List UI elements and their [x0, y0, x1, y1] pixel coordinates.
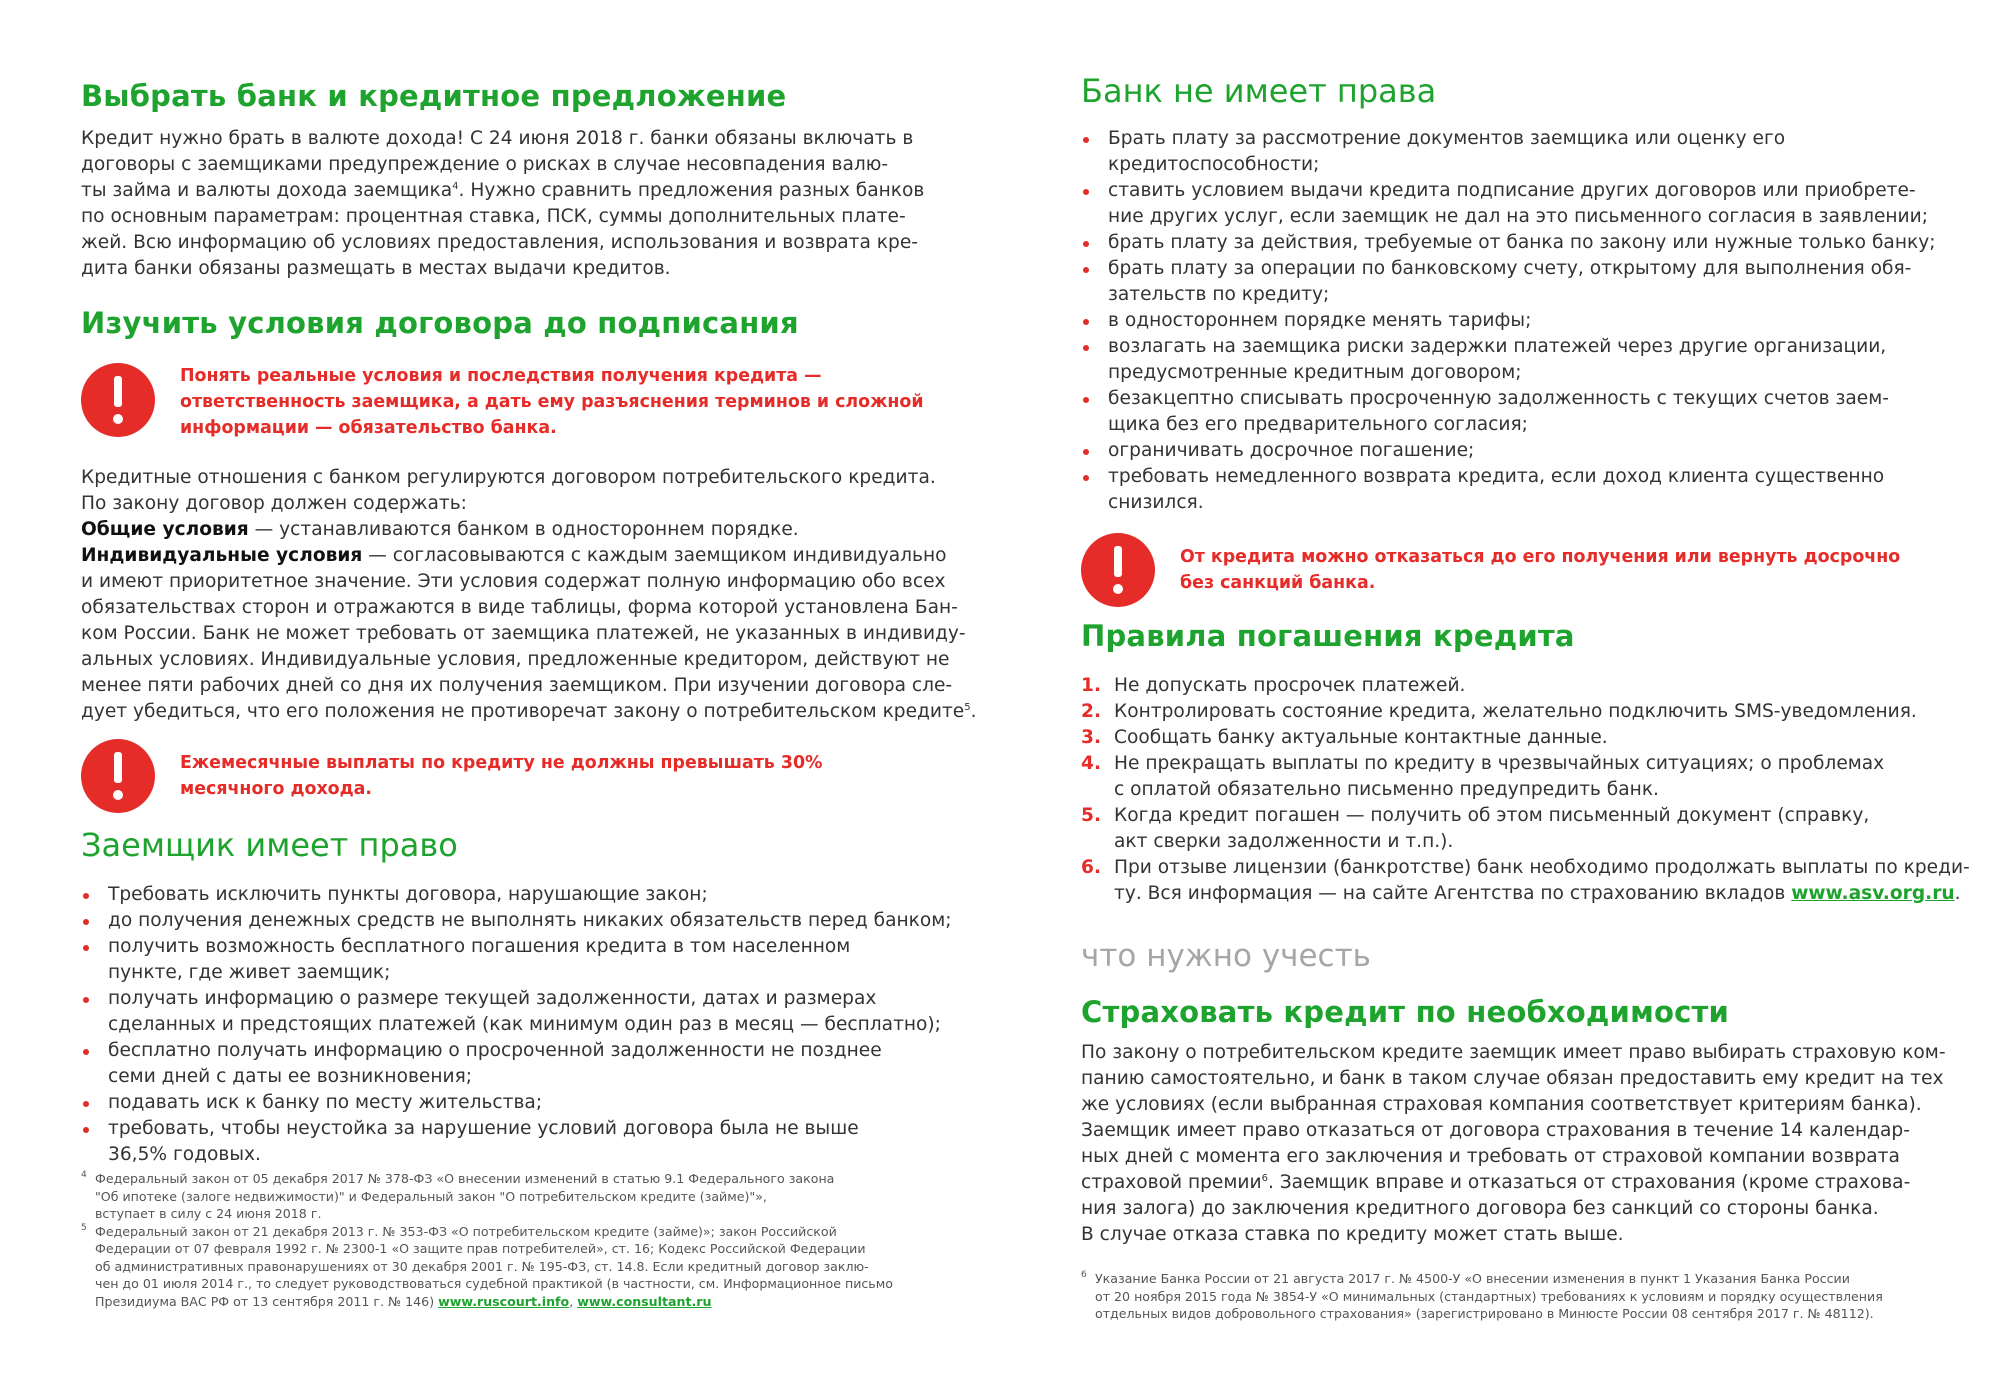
- insurance-paragraph: По закону о потребительском кредите заемщик имеет право выбирать страховую ком- панию самостоятельно, и банк в таком случае обязан предоставить ему кредит на тех же условиях (если выбранная страховая компания соответствует критериям банка). Заемщик имеет право отказаться от договора страхования в течение 14 календар- ных дней с момента его заключения и требовать от страховой компании возврата страховой премии$^6$. Заемщик вправе и отказаться от страхования (кроме страхова- ния залога) до заключения кредитного договора без санкций со стороны банка. В случае отказа ставка по кредиту может стать выше.: [1081, 1042, 1946, 1245]
- exclamation-circle-icon: [1081, 533, 1155, 607]
- alert-refuse-credit: [1081, 533, 1931, 609]
- bank-restrictions-list: [1081, 126, 1935, 516]
- list-item: получать информацию о размере текущей задолженности, датах и размерах сделанных и предстоящих платежей (как минимум один раз в месяц — бесплатно);: [81, 986, 952, 1038]
- list-item: требовать немедленного возврата кредита, если доход клиента существенно снизился.: [1081, 464, 1935, 516]
- list-item: возлагать на заемщика риски задержки платежей через другие организации, предусмотренные кредитным договором;: [1081, 334, 1935, 386]
- footnote-6: 6 Указание Банка России от 21 августа 2017 г. № 4500-У «О внесении изменения в пункт 1 Указания Банка России от 20 ноября 2015 года № 3854-У «О минимальных (стандартных) требованиях к условиям и порядку осуществления отдельных видов добровольного страхования» (зарегистрировано в Минюсте России 08 сентября 2017 г. № 48112).: [1081, 1270, 1883, 1321]
- list-item: получить возможность бесплатного погашения кредита в том населенном пункте, где живет заемщик;: [81, 934, 952, 986]
- borrower-rights-list: [81, 882, 952, 1168]
- alert-text: От кредита можно отказаться до его получения или вернуть досрочно без санкций банка.: [1180, 547, 1901, 593]
- consider-label: что нужно учесть: [1081, 938, 1371, 974]
- alert-text: Ежемесячные выплаты по кредиту не должны превышать 30% месячного дохода.: [180, 753, 823, 799]
- list-item: 1. Не допускать просрочек платежей.: [1081, 675, 1466, 696]
- section-title-insurance: Страховать кредит по необходимости: [1081, 995, 1730, 1029]
- exclamation-circle-icon: [81, 363, 155, 437]
- section-title-borrower-rights: Заемщик имеет право: [81, 826, 458, 864]
- list-item: брать плату за операции по банковскому счету, открытому для выполнения обя- зательств по кредиту;: [1081, 256, 1935, 308]
- list-item: подавать иск к банку по месту жительства;: [81, 1090, 952, 1116]
- link-consultant[interactable]: www.consultant.ru: [577, 1293, 712, 1309]
- section-title-study-contract: Изучить условия договора до подписания: [81, 306, 799, 340]
- exclamation-circle-icon: [81, 739, 155, 813]
- list-item: безакцептно списывать просроченную задолженность с текущих счетов заем- щика без его предварительного согласия;: [1081, 386, 1935, 438]
- alert-monthly-payments: [81, 739, 931, 815]
- list-item: брать плату за действия, требуемые от банка по закону или нужные только банку;: [1081, 230, 1935, 256]
- list-item: ставить условием выдачи кредита подписание других договоров или приобрете- ние других услуг, если заемщик не дал на это письменного согласия в заявлении;: [1081, 178, 1935, 230]
- footnote-4: 4 Федеральный закон от 05 декабря 2017 № 378-ФЗ «О внесении изменений в статью 9.1 Федерального закона "Об ипотеке (залоге недвижимости)" и Федеральный закон "О потребительском кредите (займе)"», вступает в силу с 24 июня 2018 г.: [81, 1170, 835, 1221]
- link-ruscourt[interactable]: www.ruscourt.info: [438, 1293, 570, 1309]
- list-item: до получения денежных средств не выполнять никаких обязательств перед банком;: [81, 908, 952, 934]
- section-title-choose-bank: Выбрать банк и кредитное предложение: [81, 79, 787, 113]
- footnote-5: 5 Федеральный закон от 21 декабря 2013 г. № 353-ФЗ «О потребительском кредите (займе)»; закон Российской Федерации от 07 февраля 1992 г. № 2300-1 «О защите прав потребителей», ст. 16; Кодекс Российской Федерации об административных правонарушениях от 30 декабря 2001 г. № 195-ФЗ, ст. 14.8. Если кредитный договор заклю- чен до 01 июля 2014 г., то следует руководствоваться судебной практикой (в частности, см. Информационное письмо Президиума ВАС РФ от 13 сентября 2011 г. № 146) www.ruscourt.info, www.consultant.ru: [81, 1222, 893, 1309]
- footnote-ref-5: 5: [964, 702, 971, 713]
- list-item: 5. Когда кредит погашен — получить об этом письменный документ (справку, акт сверки задолженности и т.п.).: [1081, 805, 1870, 852]
- contract-paragraph: Кредитные отношения с банком регулируются договором потребительского кредита. По закону договор должен содержать: Общие условия — устанавливаются банком в одностороннем порядке. Индивидуальные условия — согласовываются с каждым заемщиком индивидуально и имеют приоритетное значение. Эти условия содержат полную информацию обо всех обязательствах сторон и отражаются в виде таблицы, форма которой установлена Бан- ком России. Банк не может требовать от заемщика платежей, не указанных в индивиду- альных условиях. Индивидуальные условия, предложенные кредитором, действуют не менее пяти рабочих дней со дня их получения заемщиком. При изучении договора сле- дует убедиться, что его положения не противоречат закону о потребительском кредите$^5$.: [81, 467, 977, 722]
- list-item: 2. Контролировать состояние кредита, желательно подключить SMS-уведомления.: [1081, 701, 1917, 722]
- list-item: Брать плату за рассмотрение документов заемщика или оценку его кредитоспособности;: [1081, 126, 1935, 178]
- repayment-rules-list: [1081, 673, 1970, 907]
- alert-real-conditions: [81, 363, 931, 439]
- term-general: Общие условия: [81, 519, 249, 540]
- list-item: требовать, чтобы неустойка за нарушение условий договора была не выше 36,5% годовых.: [81, 1116, 952, 1168]
- list-item: 3. Сообщать банку актуальные контактные данные.: [1081, 727, 1608, 748]
- section-title-bank-restrictions: Банк не имеет права: [1081, 72, 1437, 110]
- list-item: 4. Не прекращать выплаты по кредиту в чрезвычайных ситуациях; о проблемах с оплатой обязательно письменно предупредить банк.: [1081, 753, 1885, 800]
- footnotes: [81, 1170, 893, 1310]
- list-item: Требовать исключить пункты договора, нарушающие закон;: [81, 882, 952, 908]
- footnote-ref-6: 6: [1261, 1173, 1268, 1184]
- alert-text: Понять реальные условия и последствия получения кредита — ответственность заемщика, а дать ему разъяснения терминов и сложной информации — обязательство банка.: [180, 366, 924, 438]
- list-item: бесплатно получать информацию о просроченной задолженности не позднее семи дней с даты ее возникновения;: [81, 1038, 952, 1090]
- link-asv[interactable]: www.asv.org.ru: [1791, 883, 1955, 904]
- term-individual: Индивидуальные условия: [81, 545, 363, 566]
- list-item: ограничивать досрочное погашение;: [1081, 438, 1935, 464]
- list-item: 6. При отзыве лицензии (банкротстве) банк необходимо продолжать выплаты по креди- ту. Вся информация — на сайте Агентства по страхованию вкладов www.asv.org.ru.: [1081, 857, 1970, 904]
- list-item: в одностороннем порядке менять тарифы;: [1081, 308, 1935, 334]
- choose-bank-paragraph: Кредит нужно брать в валюте дохода! С 24 июня 2018 г. банки обязаны включать в договоры с заемщиками предупреждение о рисках в случае несовпадения валю- ты займа и валюты дохода заемщика$^4$. Нужно сравнить предложения разных банков по основным параметрам: процентная ставка, ПСК, суммы дополнительных плате- жей. Всю информацию об условиях предоставления, использования и возврата кре- дита банки обязаны размещать в местах выдачи кредитов.: [81, 128, 925, 279]
- footnote-ref-4: 4: [452, 181, 459, 192]
- section-title-repayment-rules: Правила погашения кредита: [1081, 619, 1575, 653]
